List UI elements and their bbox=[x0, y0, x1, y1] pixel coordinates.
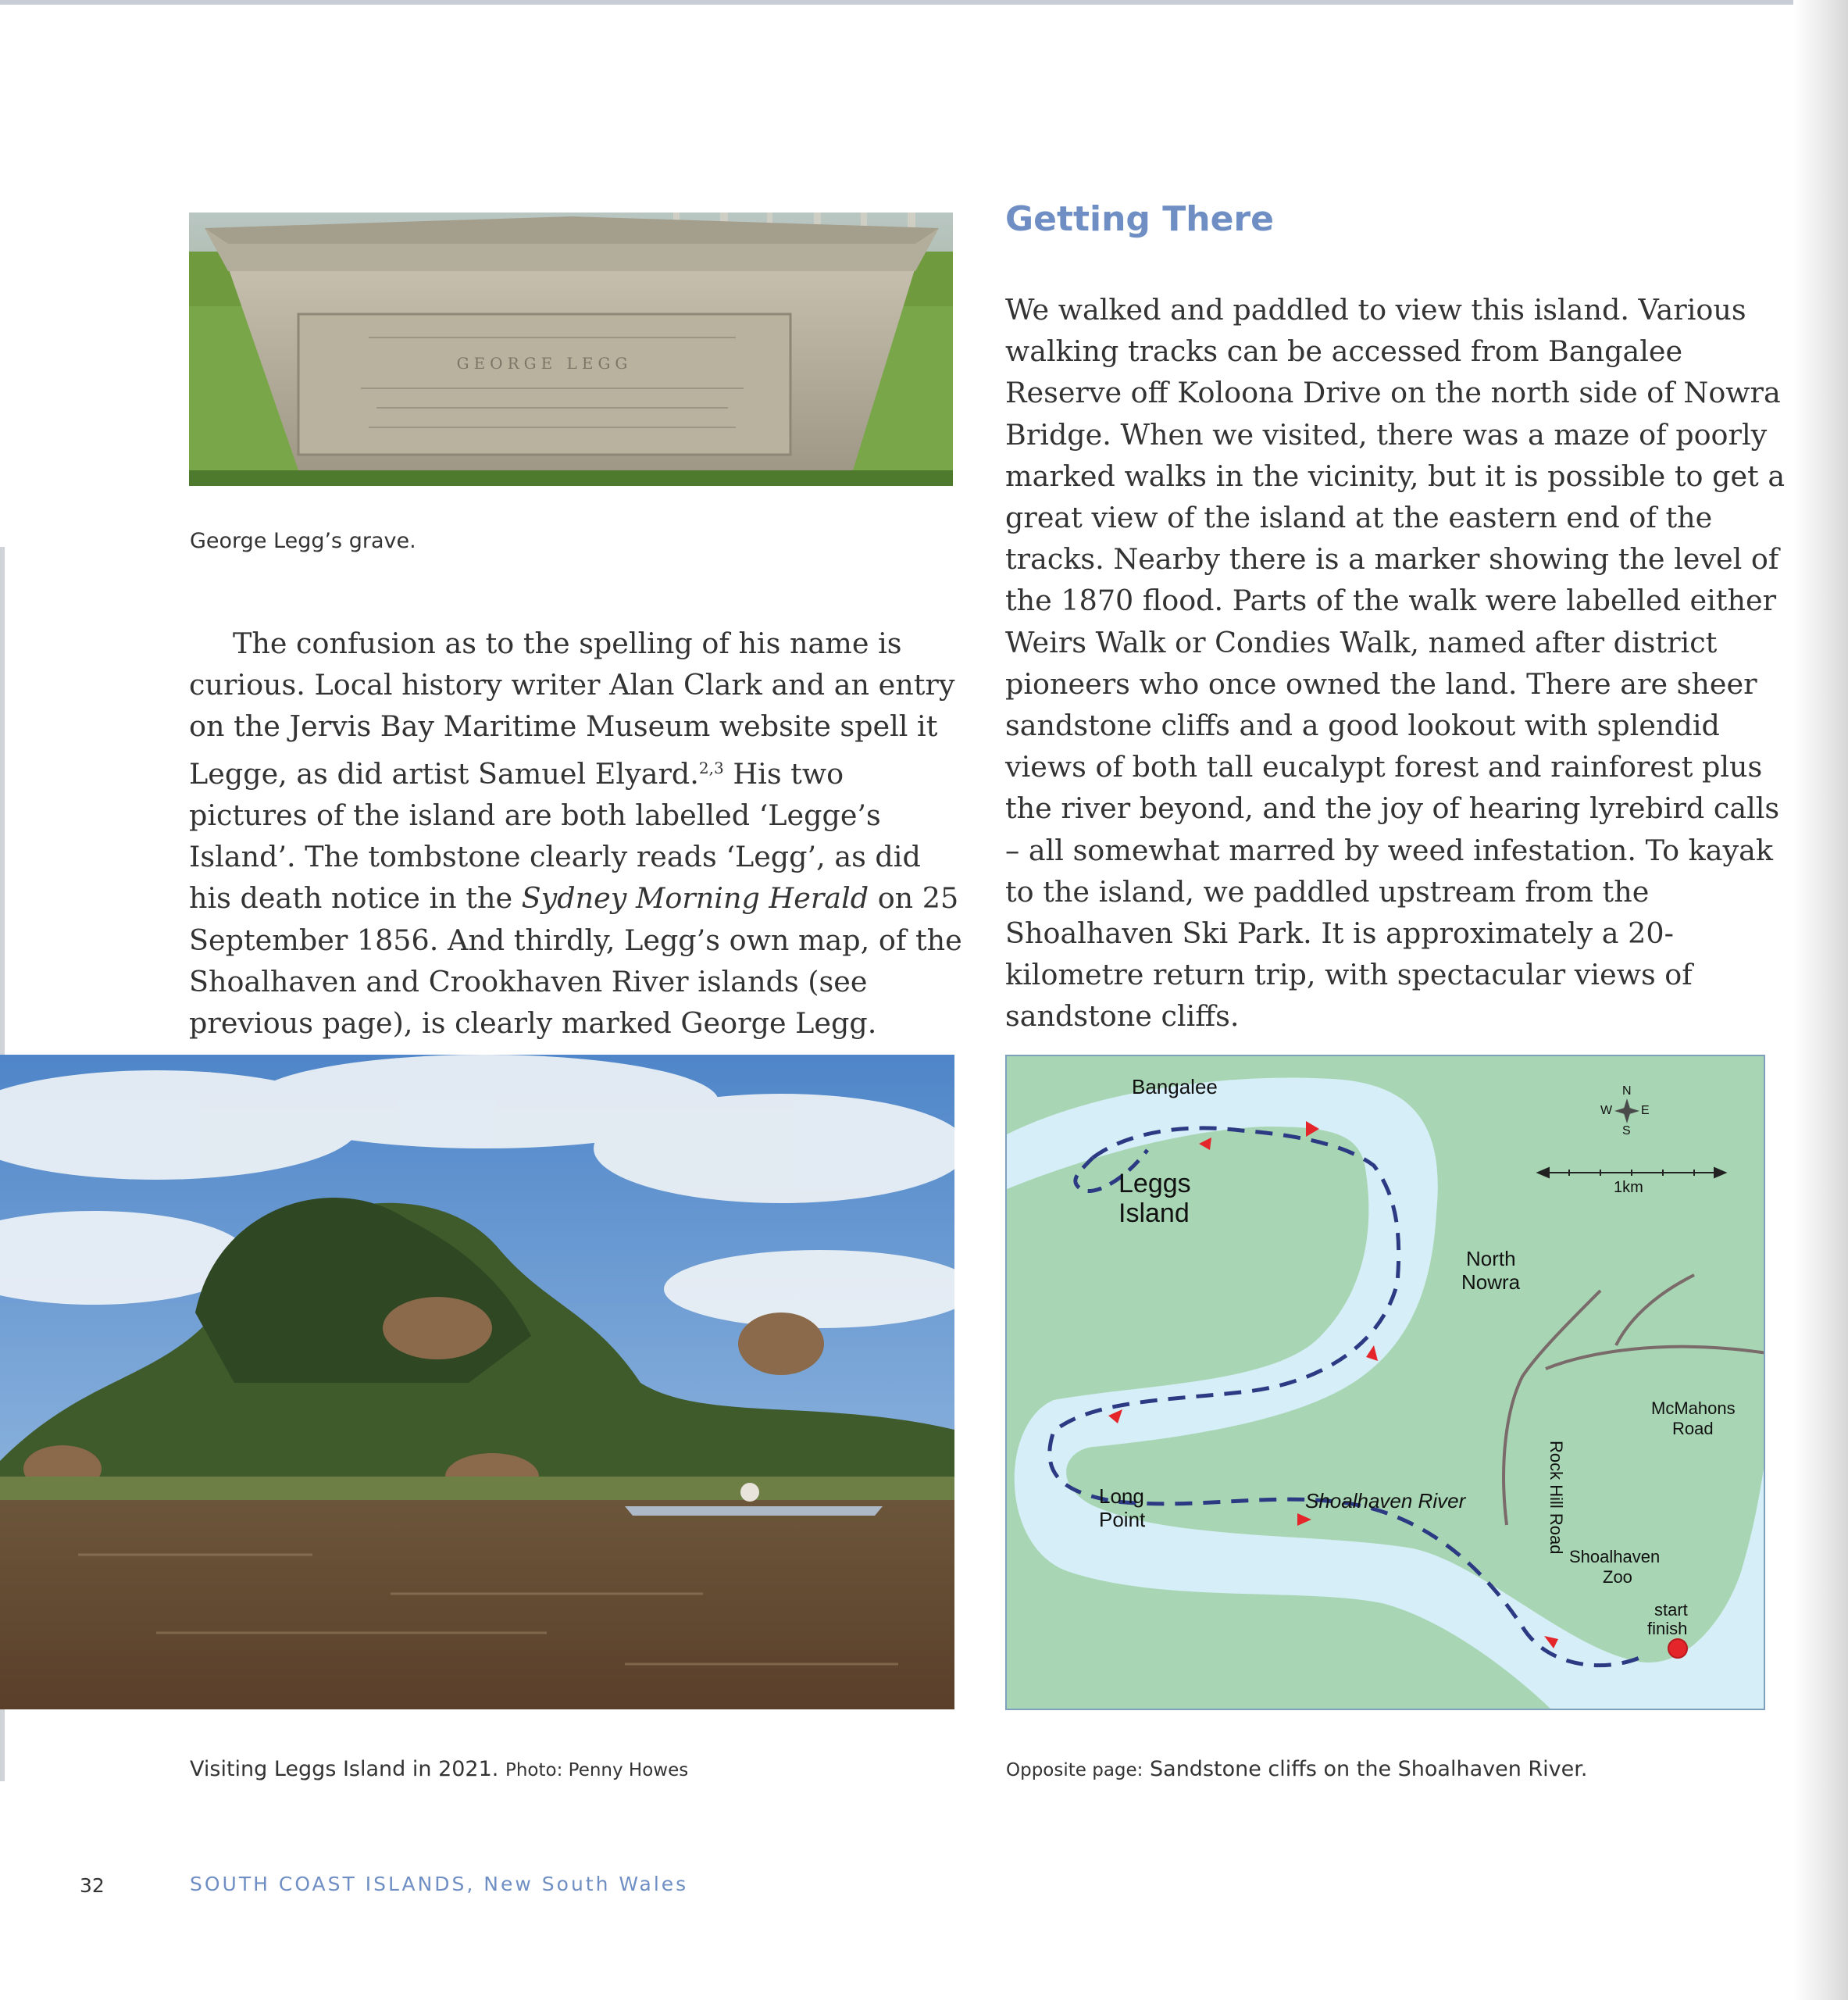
map-label-bangalee: Bangalee bbox=[1132, 1075, 1218, 1098]
scale-bar bbox=[1538, 1168, 1725, 1177]
map-label-shoalhaven-river: Shoalhaven River bbox=[1305, 1489, 1466, 1512]
grave-photo-caption: George Legg’s grave. bbox=[190, 529, 416, 553]
island-photo-image bbox=[0, 1055, 954, 1709]
left-column-text bbox=[189, 623, 962, 1044]
map-label-finish: finish bbox=[1647, 1619, 1688, 1638]
map-label-mcmahons-1: McMahons bbox=[1651, 1398, 1736, 1418]
map-caption-text: Sandstone cliffs on the Shoalhaven River. bbox=[1150, 1757, 1588, 1781]
page-number: 32 bbox=[80, 1874, 105, 1897]
footnote-ref: 2,3 bbox=[698, 758, 724, 777]
grave-inscription: GEORGE LEGG bbox=[456, 354, 633, 373]
running-footer-title: SOUTH COAST ISLANDS, New South Wales bbox=[190, 1873, 689, 1895]
map-label-zoo-2: Zoo bbox=[1603, 1567, 1632, 1587]
island-photo-caption bbox=[190, 1757, 688, 1781]
map-label-rock-hill-road: Rock Hill Road bbox=[1547, 1441, 1566, 1555]
map-label-north-nowra-2: Nowra bbox=[1461, 1270, 1521, 1294]
compass-s: S bbox=[1622, 1124, 1631, 1138]
page-top-edge bbox=[0, 0, 1848, 5]
map-graphic bbox=[1007, 1056, 1765, 1710]
map-label-start: start bbox=[1654, 1600, 1688, 1620]
grave-photo-image bbox=[189, 212, 953, 486]
map-caption bbox=[1006, 1757, 1587, 1781]
scale-label: 1km bbox=[1614, 1179, 1643, 1196]
route-map bbox=[1005, 1055, 1765, 1710]
grave-photo bbox=[189, 212, 953, 486]
left-paragraph-part-2: His two pictures of the island are both labelled ‘Legge’s Island’. The tombstone clearly reads ‘Legg’, as did his death notice in the bbox=[189, 756, 921, 916]
left-paragraph-part-3: on 25 September 1856. And thirdly, Legg’s own map, of the Shoalhaven and Crookhaven River islands (see previous page), is clearly marked George Legg. bbox=[189, 881, 962, 1040]
photo-credit: Photo: Penny Howes bbox=[505, 1760, 689, 1780]
left-paragraph bbox=[189, 623, 962, 1044]
section-heading: Getting There bbox=[1005, 199, 1274, 239]
compass-rose-icon bbox=[1614, 1098, 1639, 1123]
map-caption-prefix: Opposite page: bbox=[1006, 1760, 1143, 1780]
map-label-long-point-2: Point bbox=[1099, 1508, 1146, 1531]
map-label-long-point-1: Long bbox=[1099, 1484, 1144, 1508]
right-column-text bbox=[1005, 289, 1786, 1038]
map-label-mcmahons-2: Road bbox=[1672, 1419, 1714, 1438]
left-paragraph-part-1: The confusion as to the spelling of his name is curious. Local history writer Alan Clark and an entry on the Jervis Bay Maritime Museum website spell it Legge, as did artist Samuel Elyard. bbox=[189, 627, 955, 791]
island-caption-text: Visiting Leggs Island in 2021. bbox=[190, 1757, 499, 1781]
map-label-north-nowra-1: North bbox=[1466, 1247, 1516, 1270]
compass-w: W bbox=[1600, 1104, 1613, 1117]
map-label-zoo-1: Shoalhaven bbox=[1569, 1547, 1661, 1566]
map-label-leggs-1: Leggs bbox=[1118, 1169, 1191, 1198]
compass-e: E bbox=[1641, 1104, 1650, 1117]
compass-n: N bbox=[1622, 1084, 1632, 1098]
page-gutter-shadow bbox=[1793, 0, 1848, 2000]
newspaper-title: Sydney Morning Herald bbox=[521, 881, 869, 916]
map-label-leggs-2: Island bbox=[1118, 1198, 1190, 1228]
island-photo bbox=[0, 1055, 954, 1709]
right-paragraph: We walked and paddled to view this island. Various walking tracks can be accessed from Bangalee Reserve off Koloona Drive on the north side of Nowra Bridge. When we visited, there was a maze of poorly marked walks in the vicinity, but it is possible to get a great view of the island at the eastern end of the tracks. Nearby there is a marker showing the level of the 1870 flood. Parts of the walk were labelled either Weirs Walk or Condies Walk, named after district pioneers who once owned the land. There are sheer sandstone cliffs and a good lookout with splendid views of both tall eucalypt forest and rainforest plus the river beyond, and the joy of hearing lyrebird calls – all somewhat marred by weed infestation. To kayak to the island, we paddled upstream from the Shoalhaven Ski Park. It is approximately a 20-kilometre return trip, with spectacular views of sandstone cliffs. bbox=[1005, 293, 1786, 1034]
start-finish-marker bbox=[1668, 1639, 1687, 1658]
